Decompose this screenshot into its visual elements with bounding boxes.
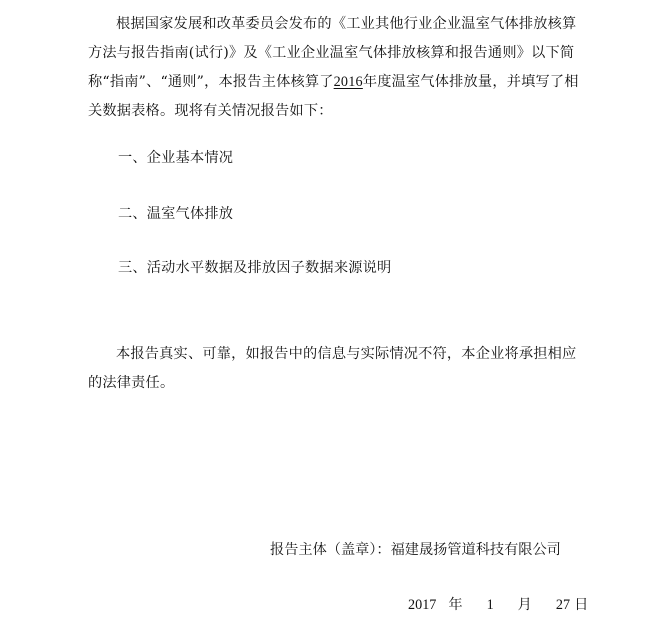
intro-line: 方法与报告指南(试行)》及《工业企业温室气体排放核算和报告通则》以下简 [88,45,575,61]
date-month: 1 [486,597,494,613]
section-heading-2: 二、温室气体排放 [118,206,234,222]
date-month-unit: 月 [517,597,532,613]
date-day-unit: 日 [574,597,589,613]
intro-line-text: 称“指南”、“通则”，本报告主体核算了 [88,74,334,90]
statement-line: 的法律责任。 [88,375,175,391]
section-heading-3: 三、活动水平数据及排放因子数据来源说明 [118,260,392,276]
intro-line [88,68,588,97]
section-heading-1: 一、企业基本情况 [118,150,234,166]
statement-line: 本报告真实、可靠，如报告中的信息与实际情况不符，本企业将承担相应 [116,346,577,362]
intro-line-text: 年度温室气体排放量，并填写了相 [362,74,579,90]
intro-paragraph [88,10,588,126]
report-signer: 报告主体（盖章）：福建晟扬管道科技有限公司 [270,542,561,558]
report-year: 2016 [333,74,363,90]
date-year: 2017 [408,597,437,613]
date-day: 27 [555,597,571,613]
statement-paragraph [88,340,588,398]
report-date [408,595,588,615]
date-year-unit: 年 [448,597,463,613]
intro-line: 根据国家发展和改革委员会发布的《工业其他行业企业温室气体排放核算 [116,16,577,32]
intro-line: 关数据表格。现将有关情况报告如下： [88,103,333,119]
